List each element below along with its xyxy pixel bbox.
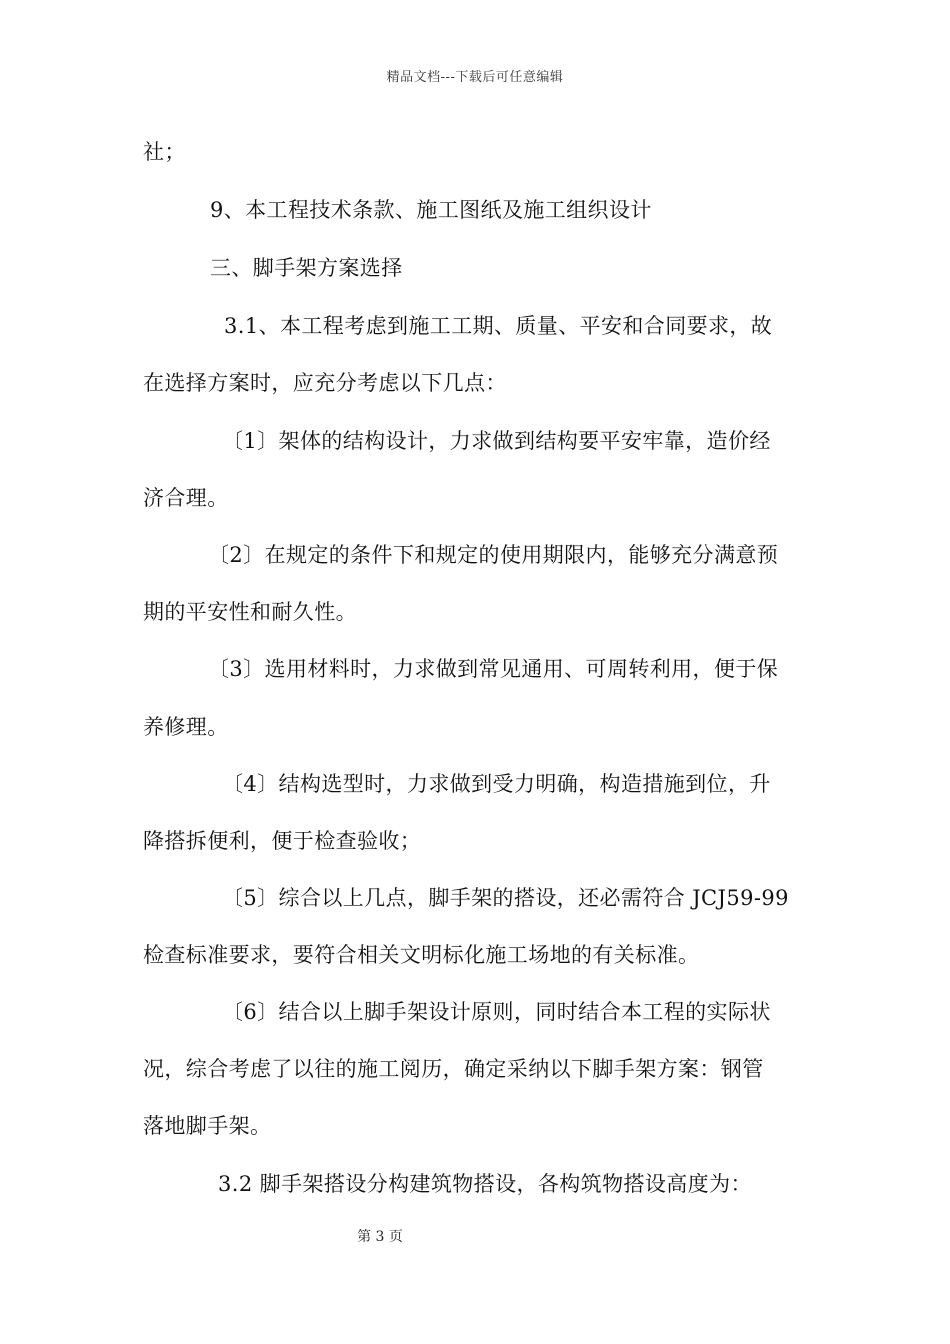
text-line: 检查标准要求，要符合相关文明标化施工场地的有关标准。 (143, 943, 700, 967)
text-line: 〔6〕结合以上脚手架设计原则，同时结合本工程的实际状 (222, 1000, 771, 1024)
page-header: 精品文档---下载后可任意编辑 (386, 70, 564, 85)
text-line: 降搭拆便利，便于检查验收； (143, 829, 422, 853)
text-line: 〔4〕结构选型时，力求做到受力明确，构造措施到位，升 (222, 772, 771, 796)
text-line: 9、本工程技术条款、施工图纸及施工组织设计 (210, 198, 652, 222)
text-line: 3.1、本工程考虑到施工工期、质量、平安和合同要求，故 (224, 314, 773, 338)
text-line: 〔5〕综合以上几点，脚手架的搭设，还必需符合 JCJ59-99 (222, 886, 789, 910)
text-line: 养修理。 (143, 715, 229, 739)
page-number: 第 3 页 (357, 1229, 403, 1245)
text-line: 3.2 脚手架搭设分构建筑物搭设，各构筑物搭设高度为： (218, 1172, 752, 1196)
text-line: 济合理。 (143, 486, 229, 510)
text-line: 社； (143, 140, 186, 164)
text-line: 期的平安性和耐久性。 (143, 600, 357, 624)
text-line: 〔2〕在规定的条件下和规定的使用期限内，能够充分满意预 (208, 543, 779, 567)
text-line: 三、脚手架方案选择 (210, 256, 403, 280)
text-line: 〔3〕选用材料时，力求做到常见通用、可周转利用，便于保 (208, 657, 779, 681)
text-line: 落地脚手架。 (143, 1114, 272, 1138)
text-line: 在选择方案时，应充分考虑以下几点： (143, 371, 507, 395)
text-line: 〔1〕架体的结构设计，力求做到结构要平安牢靠，造价经 (222, 429, 771, 453)
text-line: 况，综合考虑了以往的施工阅历，确定采纳以下脚手架方案：钢管 (143, 1057, 764, 1081)
